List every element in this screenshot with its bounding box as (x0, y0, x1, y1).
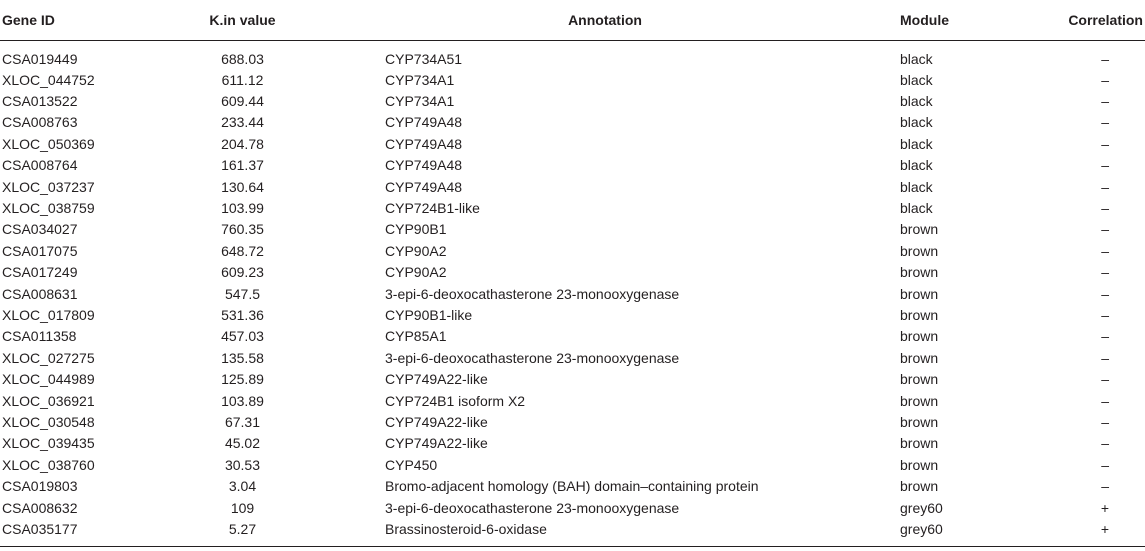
table-row (0, 305, 1145, 326)
cell-correlation: – (1101, 392, 1109, 409)
cell-correlation: – (1101, 178, 1109, 195)
cell-gene-id: XLOC_044752 (2, 71, 95, 88)
cell-kin-value: 457.03 (221, 328, 264, 345)
cell-kin-value: 547.5 (224, 285, 261, 302)
header-row (0, 0, 1145, 40)
cell-annotation: CYP749A22-like (385, 413, 488, 430)
cell-module: black (900, 135, 933, 152)
table-row (0, 40, 1145, 70)
cell-module: black (900, 157, 933, 174)
cell-module: black (900, 200, 933, 217)
cell-gene-id: CSA017075 (2, 242, 78, 259)
cell-annotation: CYP724B1-like (385, 200, 480, 217)
cell-annotation: 3-epi-6-deoxocathasterone 23-monooxygenase (385, 499, 680, 516)
cell-kin-value: 130.64 (221, 178, 264, 195)
table-row (0, 497, 1145, 518)
cell-annotation: CYP749A22-like (385, 371, 488, 388)
cell-gene-id: XLOC_038760 (2, 456, 95, 473)
cell-module: black (900, 114, 933, 131)
cell-gene-id: XLOC_037237 (2, 178, 95, 195)
cell-module: grey60 (900, 499, 943, 516)
table-row (0, 476, 1145, 497)
cell-gene-id: CSA017249 (2, 264, 78, 281)
cell-module: black (900, 178, 933, 195)
cell-kin-value: 67.31 (224, 413, 261, 430)
cell-kin-value: 30.53 (224, 456, 261, 473)
cell-kin-value: 45.02 (224, 435, 261, 452)
cell-kin-value: 135.58 (221, 349, 264, 366)
cell-annotation: 3-epi-6-deoxocathasterone 23-monooxygenase (385, 285, 680, 302)
table-row (0, 519, 1145, 547)
table-row (0, 112, 1145, 133)
table-row (0, 455, 1145, 476)
cell-annotation: CYP724B1 isoform X2 (385, 392, 526, 409)
cell-correlation: – (1101, 285, 1109, 302)
table-row (0, 91, 1145, 112)
cell-correlation: – (1101, 435, 1109, 452)
cell-kin-value: 531.36 (221, 306, 264, 323)
header-kin-value: K.in value (160, 0, 325, 40)
cell-module: black (900, 93, 933, 110)
table-row (0, 219, 1145, 240)
cell-annotation: Brassinosteroid-6-oxidase (325, 519, 825, 547)
cell-gene-id: CSA008632 (2, 499, 78, 516)
cell-kin-value: 125.89 (221, 371, 264, 388)
cell-module: brown (900, 371, 939, 388)
table-row (0, 70, 1145, 91)
cell-correlation: – (1101, 264, 1109, 281)
cell-module: brown (900, 306, 939, 323)
cell-module: brown (900, 264, 939, 281)
cell-module: brown (900, 435, 939, 452)
cell-module: brown (900, 349, 939, 366)
cell-annotation: CYP749A48 (385, 114, 463, 131)
cell-annotation: CYP734A1 (385, 71, 455, 88)
table-row (0, 241, 1145, 262)
cell-module: brown (900, 392, 939, 409)
cell-correlation: – (1101, 200, 1109, 217)
cell-annotation: CYP734A51 (385, 50, 463, 67)
cell-module: grey60 (825, 519, 1005, 547)
cell-module: brown (900, 285, 939, 302)
table-row (0, 176, 1145, 197)
cell-gene-id: XLOC_044989 (2, 371, 95, 388)
cell-kin-value: 103.99 (221, 200, 264, 217)
cell-correlation: – (1101, 328, 1109, 345)
cell-annotation: CYP749A48 (385, 178, 463, 195)
cell-gene-id: CSA008631 (2, 285, 78, 302)
cell-module: brown (900, 456, 939, 473)
cell-gene-id: XLOC_038759 (2, 200, 95, 217)
cell-module: black (900, 50, 933, 67)
table-row (0, 155, 1145, 176)
table-row (0, 433, 1145, 454)
cell-correlation: – (1101, 456, 1109, 473)
cell-correlation: – (1101, 71, 1109, 88)
cell-kin-value: 760.35 (221, 221, 264, 238)
cell-kin-value: 648.72 (221, 242, 264, 259)
cell-correlation: – (1101, 114, 1109, 131)
header-module: Module (825, 0, 1005, 40)
cell-kin-value: 609.23 (221, 264, 264, 281)
cell-kin-value: 609.44 (221, 93, 264, 110)
cell-gene-id: XLOC_027275 (2, 349, 95, 366)
cell-kin-value: 5.27 (160, 519, 325, 547)
cell-annotation: CYP749A48 (385, 135, 463, 152)
table-row (0, 369, 1145, 390)
cell-gene-id: CSA019449 (2, 50, 78, 67)
table-row (0, 348, 1145, 369)
cell-gene-id: CSA035177 (0, 519, 160, 547)
table-row (0, 134, 1145, 155)
cell-kin-value: 103.89 (221, 392, 264, 409)
cell-annotation: CYP450 (385, 456, 438, 473)
cell-annotation: Bromo-adjacent homology (BAH) domain–containing protein (385, 478, 759, 495)
cell-correlation: – (1101, 93, 1109, 110)
cell-kin-value: 611.12 (221, 71, 264, 88)
cell-gene-id: XLOC_050369 (2, 135, 95, 152)
cell-module: brown (900, 413, 939, 430)
cell-kin-value: 204.78 (221, 135, 264, 152)
cell-correlation: – (1101, 371, 1109, 388)
cell-annotation: CYP90A2 (385, 242, 447, 259)
cell-correlation: – (1101, 306, 1109, 323)
cell-correlation: – (1101, 349, 1109, 366)
cell-module: brown (900, 478, 939, 495)
cell-annotation: CYP90A2 (385, 264, 447, 281)
cell-gene-id: CSA013522 (2, 93, 78, 110)
table-row (0, 283, 1145, 304)
cell-gene-id: CSA011358 (2, 328, 77, 345)
cell-module: brown (900, 328, 939, 345)
header-correlation: Correlation (1005, 0, 1145, 40)
table-row (0, 390, 1145, 411)
cell-gene-id: CSA008764 (2, 157, 78, 174)
cell-kin-value: 109 (230, 499, 255, 516)
cell-annotation: CYP734A1 (385, 93, 455, 110)
cell-annotation: CYP749A22-like (385, 435, 488, 452)
cell-correlation: + (1005, 519, 1145, 547)
cell-correlation: – (1101, 50, 1109, 67)
table-row (0, 198, 1145, 219)
cell-correlation: – (1101, 242, 1109, 259)
cell-kin-value: 161.37 (221, 157, 264, 174)
cell-kin-value: 233.44 (221, 114, 264, 131)
cell-gene-id: CSA008763 (2, 114, 78, 131)
cell-correlation: – (1101, 413, 1109, 430)
cell-gene-id: XLOC_017809 (2, 306, 95, 323)
table-row (0, 262, 1145, 283)
cell-gene-id: XLOC_036921 (2, 392, 95, 409)
table-header (0, 0, 1145, 40)
cell-annotation: CYP85A1 (385, 328, 447, 345)
cell-correlation: – (1101, 478, 1109, 495)
cell-kin-value: 688.03 (221, 50, 264, 67)
table-row (0, 412, 1145, 433)
cell-annotation: CYP90B1 (385, 221, 447, 238)
cell-module: black (900, 71, 933, 88)
header-annotation: Annotation (325, 0, 825, 40)
cell-gene-id: XLOC_030548 (2, 413, 95, 430)
cell-gene-id: CSA019803 (2, 478, 78, 495)
cell-correlation: – (1101, 221, 1109, 238)
cell-module: brown (900, 242, 939, 259)
cell-kin-value: 3.04 (228, 478, 257, 495)
cell-correlation: – (1101, 157, 1109, 174)
table-row (0, 326, 1145, 347)
header-gene-id: Gene ID (0, 0, 160, 40)
cell-correlation: + (1100, 499, 1109, 516)
cell-gene-id: CSA034027 (2, 221, 78, 238)
cell-annotation: CYP749A48 (385, 157, 463, 174)
cell-annotation: CYP90B1-like (385, 306, 473, 323)
cell-correlation: – (1101, 135, 1109, 152)
cell-gene-id: XLOC_039435 (2, 435, 95, 452)
table-body (0, 40, 1145, 546)
cell-annotation: 3-epi-6-deoxocathasterone 23-monooxygenase (385, 349, 680, 366)
cell-module: brown (900, 221, 939, 238)
